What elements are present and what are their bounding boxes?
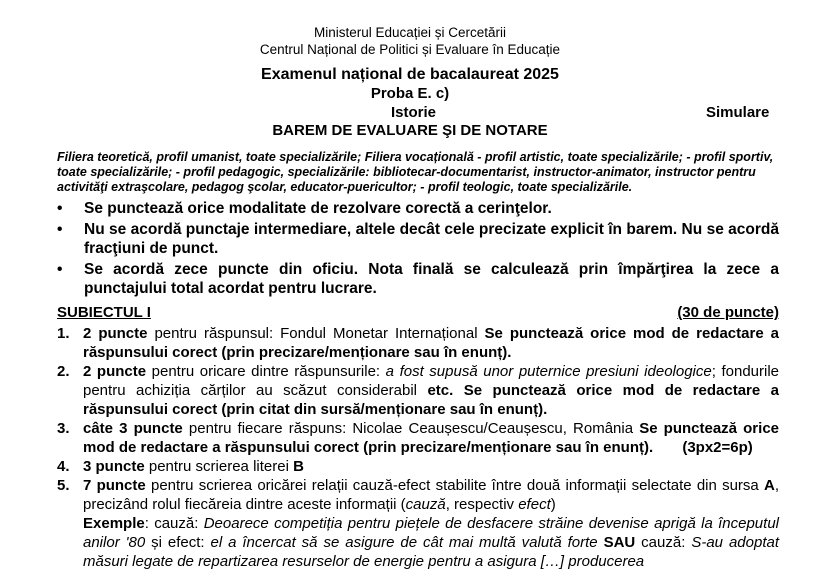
rule-3-text: Se acordă zece puncte din oficiu. Nota finală se calculează prin împărţirea la zece a punctajului total acordat pentru lucrare. xyxy=(84,261,779,297)
item-resp: , respectiv xyxy=(445,496,519,513)
rule-1-text: Se punctează orice modalitate de rezolvare corectă a cerinţelor. xyxy=(84,200,552,217)
example-1: Deoarece competiția pentru piețele de desfacere străine devenise aprigă la începutul anilor '80 xyxy=(83,515,779,551)
item-text: pentru scrierea literei xyxy=(144,458,294,475)
example-sau: SAU xyxy=(597,534,636,551)
item-text: pentru răspunsul: Fondul Monetar Internațional xyxy=(147,325,485,342)
item-text-2: ; fondurile pentru achiziția cărților au scăzut considerabil xyxy=(83,363,780,399)
example-3: S-au adoptat măsuri legate de repartizarea resurselor de energie pentru a asigura […] producerea xyxy=(83,534,779,570)
barem-title: BAREM DE EVALUARE ŞI DE NOTARE xyxy=(272,122,548,139)
item-text-2: , precizând rolul fiecăreia dintre aceste informații ( xyxy=(83,477,780,513)
exam-proba: Proba E. c) xyxy=(370,85,450,102)
item-1 xyxy=(57,324,779,362)
item-source: A xyxy=(764,477,775,494)
item-letter: B xyxy=(293,458,304,475)
item-note: Se punctează orice mod de redactare a răspunsului corect (prin citat din sursă/menționare sau în enunț). xyxy=(83,382,779,418)
item-text: pentru oricare dintre răspunsurile: xyxy=(146,363,386,380)
item-cauza: cauză xyxy=(405,496,446,513)
item-calc: (3px2=6p) xyxy=(682,439,753,456)
item-number: 2. xyxy=(57,363,70,380)
item-quote: a fost supusă unor puternice presiuni ideologice xyxy=(385,363,712,380)
item-note: Se punctează orice mod de redactare a răspunsului corect (prin precizare/menționare sau în enunț). xyxy=(83,325,779,361)
rule-2-text: Nu se acordă punctaje intermediare, altele decât cele precizate explicit în barem. Nu se acordă fracţiuni de punct. xyxy=(84,221,779,257)
section-heading xyxy=(57,304,779,321)
section-points: (30 de puncte) xyxy=(677,304,779,321)
item-4 xyxy=(57,457,779,476)
examples-label: Exemple xyxy=(83,515,145,532)
section-name: SUBIECTUL I xyxy=(57,304,151,321)
exam-session: Simulare xyxy=(706,104,770,121)
item-note: Se punctează orice mod de redactare a răspunsului corect (prin precizare/menționare sau în enunț). xyxy=(83,420,779,456)
item-close: ) xyxy=(550,496,556,513)
item-3 xyxy=(57,419,779,457)
item-text: pentru scrierea oricărei relații cauză-efect stabilite între două informații selectate din sursa xyxy=(145,477,764,494)
item-number: 4. xyxy=(57,458,70,475)
rule-1 xyxy=(57,199,779,218)
item-points: câte 3 puncte xyxy=(83,420,183,437)
bullet-icon: • xyxy=(57,200,63,217)
exam-subject: Istorie xyxy=(391,104,437,121)
bullet-icon: • xyxy=(57,221,63,238)
item-text: pentru fiecare răspuns: Nicolae Ceaușescu/Ceaușescu, România xyxy=(182,420,640,437)
item-number: 1. xyxy=(57,325,70,342)
item-efect: efect xyxy=(518,496,551,513)
item-points: 2 puncte xyxy=(83,325,148,342)
item-number: 3. xyxy=(57,420,70,437)
item-points: 3 puncte xyxy=(83,458,145,475)
example-2: el a încercat să se asigure de cât mai multă valută forte xyxy=(210,534,598,551)
item-etc: etc. xyxy=(427,382,454,399)
exam-title: Examenul național de bacalaureat 2025 xyxy=(261,66,559,83)
item-2 xyxy=(57,362,779,419)
example-mid: și efect: xyxy=(145,534,211,551)
item-5 xyxy=(57,476,779,571)
rule-3 xyxy=(57,260,779,298)
item-points: 7 puncte xyxy=(83,477,146,494)
item-number: 5. xyxy=(57,477,70,494)
item-points: 2 puncte xyxy=(83,363,147,380)
examples-colon: : cauză: xyxy=(144,515,204,532)
bullet-icon: • xyxy=(57,261,63,278)
filiera-text: Filiera teoretică, profil umanist, toate specializările; Filiera vocațională - profil artistic, toate specializările; - profil sportiv, toate specializările; - profil pedagogic, specializările: bibliotecar-documentarist, instructor-animator, instructor pentru activităţi extraşcolare, pedagog şcolar, educator-puericultor; - profil teologic, toate specializările. xyxy=(57,150,774,194)
ministry-name: Ministerul Educației și Cercetării xyxy=(313,25,507,40)
center-name: Centrul Național de Politici și Evaluare în Educație xyxy=(259,42,561,57)
example-mid-2: cauză: xyxy=(635,534,692,551)
rule-2 xyxy=(57,220,779,258)
